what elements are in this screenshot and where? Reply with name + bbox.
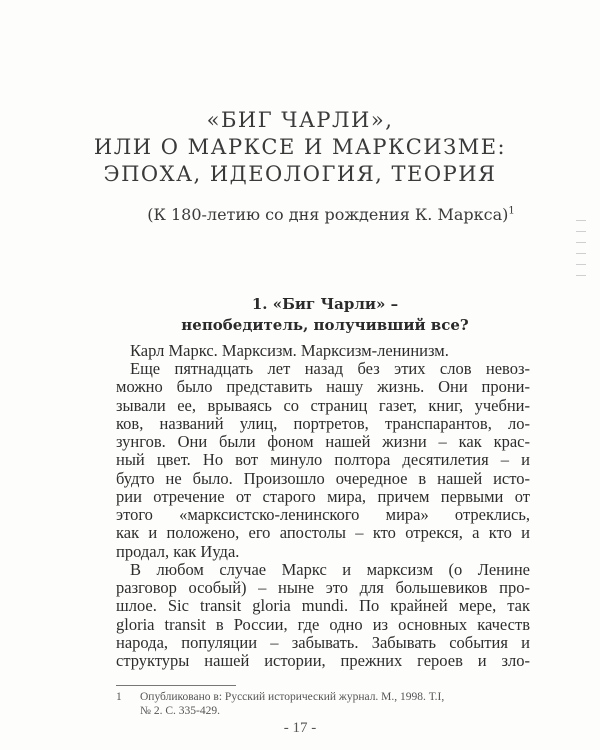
text-line: зывали ее, врываясь со страниц газет, книг, учебни- bbox=[116, 396, 530, 415]
section-heading-line-1: 1. «Биг Чарли» – bbox=[251, 295, 399, 313]
page-number: - 17 - bbox=[283, 720, 317, 736]
footnote bbox=[116, 690, 530, 718]
chapter-title-line-2: ИЛИ О МАРКСЕ И МАРКСИЗМЕ: bbox=[93, 135, 507, 159]
edge-mark bbox=[576, 264, 586, 265]
edge-mark bbox=[576, 275, 586, 276]
text-line: будто не было. Произошло очередное в нашей исто- bbox=[116, 469, 530, 488]
text-line: ный цвет. Но вот минуло полтора десятилетия – и bbox=[116, 450, 530, 469]
edge-mark bbox=[576, 242, 586, 243]
page-edge-decoration bbox=[572, 210, 592, 330]
text-line: разговор особый) – ныне это для большевиков про- bbox=[116, 578, 530, 597]
footnote-text-1: Опубликовано в: Русский исторический журнал. М., 1998. Т.I, bbox=[140, 691, 445, 703]
text-line: зунгов. Они были фоном нашей жизни – как крас- bbox=[116, 432, 530, 451]
text-line: как и положено, его апостолы – кто отрекся, а кто и bbox=[116, 523, 530, 542]
text-line: Карл Маркс. Марксизм. Марксизм-ленинизм. bbox=[130, 341, 449, 360]
chapter-title-line-1: «БИГ ЧАРЛИ», bbox=[206, 108, 394, 132]
text-line: рии отречение от старого мира, причем первыми от bbox=[116, 487, 530, 506]
footnote-divider bbox=[116, 685, 236, 686]
edge-mark bbox=[576, 220, 586, 221]
text-line: Еще пятнадцать лет назад без этих слов невоз- bbox=[130, 359, 530, 378]
footnote-line-1 bbox=[116, 690, 530, 704]
text-line: gloria transit в России, где одно из основных качеств bbox=[116, 615, 530, 634]
chapter-title-line-3: ЭПОХА, ИДЕОЛОГИЯ, ТЕОРИЯ bbox=[103, 162, 497, 186]
text-line: ков, названий улиц, портретов, транспарантов, ло- bbox=[116, 414, 530, 433]
edge-mark bbox=[576, 231, 586, 232]
text-line: этого «марксистско-ленинского мира» отреклись, bbox=[116, 505, 530, 524]
edge-mark bbox=[576, 253, 586, 254]
text-line: В любом случае Маркс и марксизм (о Ленине bbox=[130, 560, 530, 579]
text-line: можно было представить нашу жизнь. Они прони- bbox=[116, 377, 530, 396]
text-line: народа, популяции – забывать. Забывать события и bbox=[116, 633, 530, 652]
text-line: структуры нашей истории, прежних героев и зло- bbox=[116, 651, 530, 670]
footnote-text-2: № 2. С. 335-429. bbox=[140, 705, 220, 717]
text-line: продал, как Иуда. bbox=[116, 542, 240, 561]
chapter-subtitle bbox=[96, 205, 566, 224]
chapter-subtitle-text: (К 180-летию со дня рождения К. Маркса) bbox=[147, 205, 509, 224]
text-line: шлое. Sic transit gloria mundi. По крайней мере, так bbox=[116, 596, 530, 615]
footnote-number: 1 bbox=[116, 691, 122, 703]
footnote-reference: 1 bbox=[508, 205, 515, 217]
section-heading-line-2: непобедитель, получивший все? bbox=[181, 316, 469, 334]
